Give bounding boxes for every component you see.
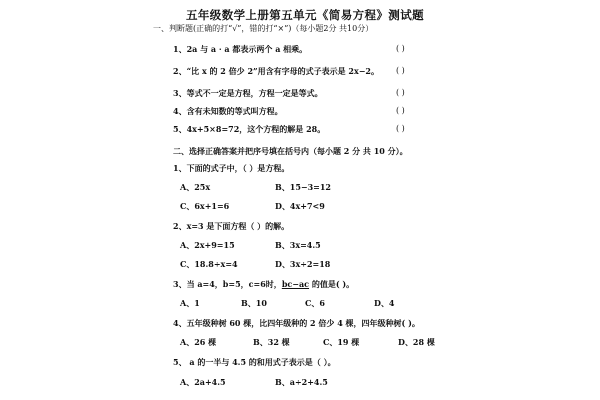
tf-question-3-answer-paren: ( ): [396, 88, 405, 97]
tf-question-5-answer-paren: ( ): [396, 124, 405, 133]
tf-question-2-number: 2、: [173, 66, 187, 76]
tf-question-5: [173, 124, 325, 134]
mc-question-1-stem: 1、下面的式子中，（ ）是方程。: [173, 163, 290, 173]
tf-question-2-text: “比 x 的 2 倍少 2”用含有字母的式子表示是 2x−2。: [186, 66, 379, 76]
mc-question-1-option-c: C、6x+1=6: [180, 201, 230, 211]
mc-question-2-option-d: D、3x÷2=18: [275, 259, 331, 269]
mc-question-3-option-c: C、6: [305, 298, 325, 308]
mc-question-4-option-b: B、32 棵: [253, 337, 290, 347]
mc-question-2-option-b: B、3x=4.5: [275, 240, 321, 250]
tf-question-1-answer-paren: ( ): [396, 44, 405, 53]
mc-question-3-option-d: D、4: [374, 298, 395, 308]
tf-question-2-answer-paren: ( ): [396, 66, 405, 75]
tf-question-1: [173, 44, 307, 54]
mc-question-1-option-b: B、15−3=12: [275, 182, 331, 192]
tf-question-3-text: 等式不一定是方程，方程一定是等式。: [186, 88, 323, 98]
mc-question-1-option-a: A、25x: [180, 182, 211, 192]
section2-heading: 二、选择正确答案并把序号填在括号内（每小题 2 分 共 10 分）。: [173, 146, 408, 156]
mc-question-5-option-a: A、2a+4.5: [180, 377, 226, 387]
tf-question-3-number: 3、: [173, 88, 187, 98]
mc-question-3-stem: [173, 279, 354, 289]
mc-question-2-option-a: A、2x+9=15: [180, 240, 235, 250]
mc-question-3-option-a: A、1: [180, 298, 200, 308]
mc-question-3-option-b: B、10: [241, 298, 267, 308]
mc-question-5-option-b: B、a÷2+4.5: [275, 377, 328, 387]
mc-question-3-stem-pre: 3、当 a=4，b=5，c=6时，: [173, 279, 282, 289]
mc-question-5-stem: 5、 a 的一半与 4.5 的和用式子表示是（ ）。: [173, 357, 336, 367]
tf-question-4-number: 4、: [173, 106, 187, 116]
tf-question-4-text: 含有未知数的等式叫方程。: [186, 106, 283, 116]
mc-question-2-stem: 2、x=3 是下面方程（ ）的解。: [173, 221, 290, 231]
tf-question-4-answer-paren: ( ): [396, 106, 405, 115]
mc-question-4-option-d: D、28 棵: [398, 337, 435, 347]
worksheet-title: 五年级数学上册第五单元《简易方程》测试题: [186, 8, 424, 22]
tf-question-1-text: 2a 与 a · a 都表示两个 a 相乘。: [186, 44, 308, 54]
mc-question-4-stem: 4、五年级种树 60 棵，比四年级种的 2 倍少 4 棵，四年级种树( )。: [173, 318, 420, 328]
tf-question-1-number: 1、: [173, 44, 187, 54]
section1-heading: 一、判断题(正确的打“√”，错的打“×”)（每小题2分 共10分）: [153, 24, 374, 33]
tf-question-4: [173, 106, 283, 116]
mc-question-1-option-d: D、4x+7<9: [275, 201, 325, 211]
mc-question-4-option-c: C、19 棵: [323, 337, 360, 347]
tf-question-5-number: 5、: [173, 124, 187, 134]
mc-question-4-option-a: A、26 棵: [180, 337, 217, 347]
mc-question-3-expression: bc−ac: [281, 279, 310, 289]
mc-question-2-option-c: C、18.8÷x=4: [180, 259, 238, 269]
tf-question-3: [173, 88, 323, 98]
tf-question-5-text: 4x+5×8=72，这个方程的解是 28。: [186, 124, 326, 134]
mc-question-3-stem-post: 的值是( )。: [309, 279, 355, 289]
tf-question-2: [173, 66, 379, 76]
